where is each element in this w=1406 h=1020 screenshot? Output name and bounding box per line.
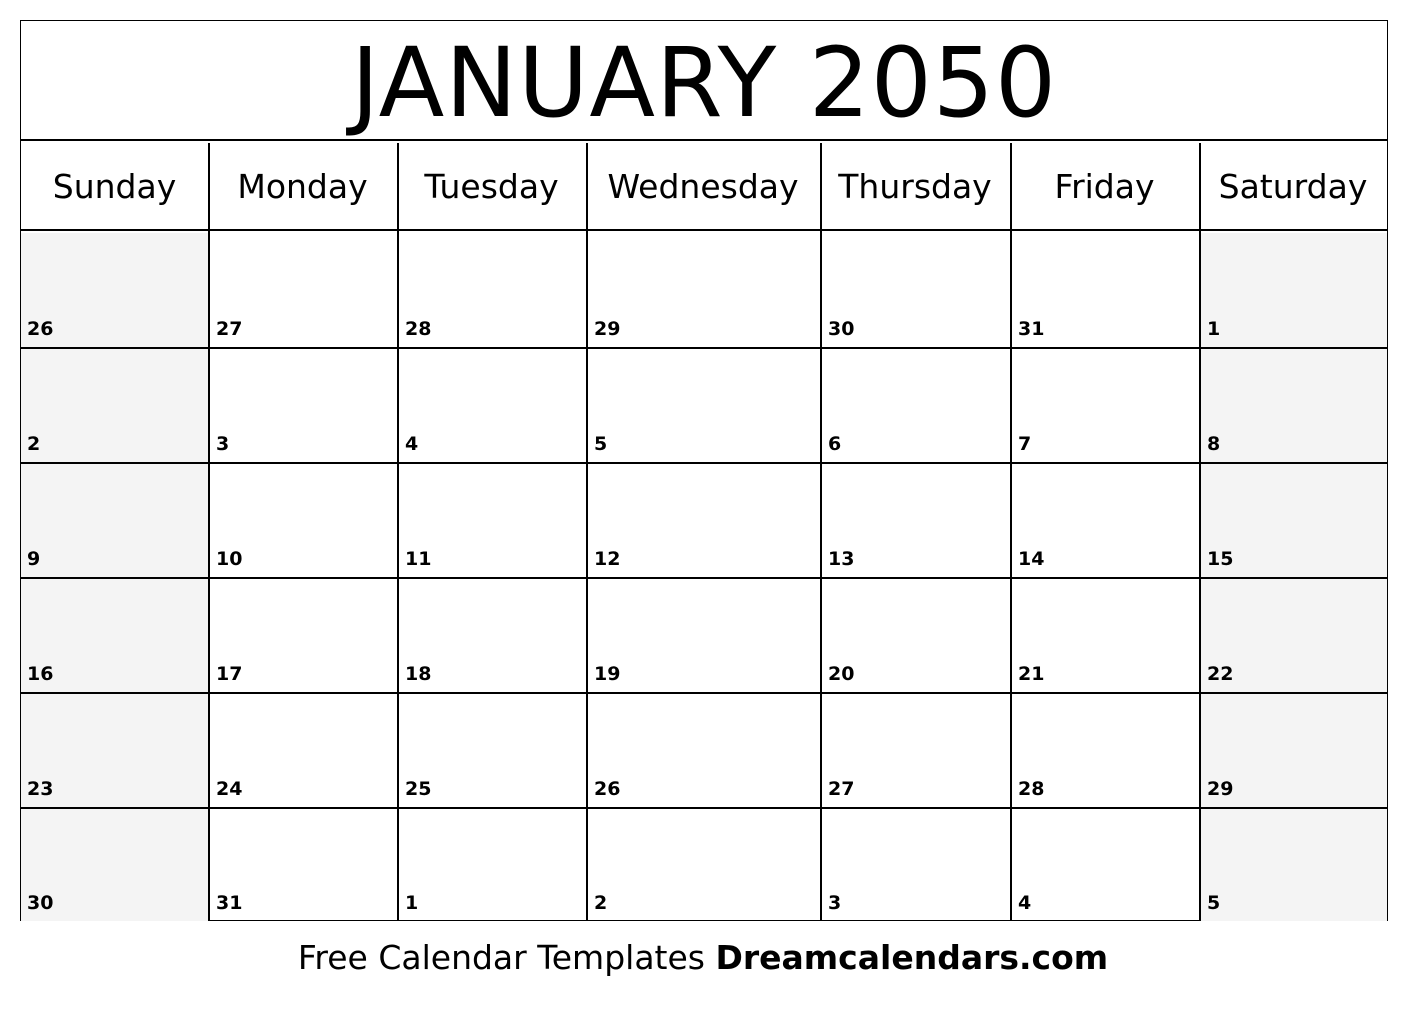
day-number: 8 bbox=[1207, 433, 1221, 455]
day-number: 22 bbox=[1207, 663, 1234, 685]
day-number: 17 bbox=[216, 663, 243, 685]
day-cell bbox=[1201, 579, 1387, 692]
day-number: 3 bbox=[216, 433, 230, 455]
weekday-label-wednesday: Wednesday bbox=[586, 143, 820, 231]
day-number: 1 bbox=[1207, 318, 1221, 340]
day-number: 23 bbox=[27, 778, 54, 800]
weekday-label-thursday: Thursday bbox=[820, 143, 1010, 231]
day-number: 29 bbox=[1207, 778, 1234, 800]
day-cell bbox=[21, 579, 208, 692]
day-cell bbox=[210, 464, 397, 577]
day-cell bbox=[399, 809, 586, 921]
day-number: 31 bbox=[216, 892, 243, 914]
day-cell bbox=[210, 233, 397, 347]
day-cell bbox=[1201, 349, 1387, 462]
day-number: 13 bbox=[828, 548, 855, 570]
weekday-label-saturday: Saturday bbox=[1199, 143, 1387, 231]
day-number: 3 bbox=[828, 892, 842, 914]
day-cell bbox=[210, 809, 397, 921]
row-divider bbox=[21, 692, 1387, 694]
day-number: 30 bbox=[828, 318, 855, 340]
weekday-label-sunday: Sunday bbox=[21, 143, 208, 231]
day-number: 5 bbox=[594, 433, 608, 455]
day-cell bbox=[21, 694, 208, 807]
day-cell bbox=[822, 349, 1010, 462]
day-cell bbox=[1201, 694, 1387, 807]
day-number: 1 bbox=[405, 892, 419, 914]
day-number: 27 bbox=[828, 778, 855, 800]
day-cell bbox=[588, 233, 820, 347]
row-divider bbox=[21, 462, 1387, 464]
footer-text: Free Calendar Templates bbox=[297, 938, 705, 977]
day-number: 16 bbox=[27, 663, 54, 685]
day-cell bbox=[1012, 809, 1199, 921]
column-divider bbox=[586, 143, 588, 921]
day-cell bbox=[21, 349, 208, 462]
calendar bbox=[20, 20, 1388, 921]
day-cell bbox=[822, 809, 1010, 921]
day-number: 25 bbox=[405, 778, 432, 800]
footer bbox=[0, 938, 1406, 977]
day-cell bbox=[21, 233, 208, 347]
day-cell bbox=[588, 694, 820, 807]
row-divider bbox=[21, 807, 1387, 809]
day-number: 21 bbox=[1018, 663, 1045, 685]
day-number: 20 bbox=[828, 663, 855, 685]
day-cell bbox=[588, 349, 820, 462]
column-divider bbox=[397, 143, 399, 921]
day-cell bbox=[822, 233, 1010, 347]
day-number: 6 bbox=[828, 433, 842, 455]
day-number: 19 bbox=[594, 663, 621, 685]
day-cell bbox=[588, 809, 820, 921]
day-number: 10 bbox=[216, 548, 243, 570]
weekday-header-row bbox=[21, 143, 1387, 233]
day-number: 7 bbox=[1018, 433, 1032, 455]
day-cell bbox=[1012, 233, 1199, 347]
day-cell bbox=[399, 579, 586, 692]
row-divider bbox=[21, 577, 1387, 579]
day-cell bbox=[21, 809, 208, 921]
day-number: 4 bbox=[1018, 892, 1032, 914]
day-number: 2 bbox=[594, 892, 608, 914]
calendar-title: JANUARY 2050 bbox=[350, 27, 1058, 139]
weekday-label-tuesday: Tuesday bbox=[397, 143, 586, 231]
day-cell bbox=[1201, 233, 1387, 347]
day-cell bbox=[1012, 349, 1199, 462]
day-cell bbox=[399, 694, 586, 807]
weekday-label-friday: Friday bbox=[1010, 143, 1199, 231]
day-number: 15 bbox=[1207, 548, 1234, 570]
day-cell bbox=[822, 579, 1010, 692]
day-number: 18 bbox=[405, 663, 432, 685]
day-number: 31 bbox=[1018, 318, 1045, 340]
day-cell bbox=[210, 579, 397, 692]
day-number: 14 bbox=[1018, 548, 1045, 570]
footer-brand[interactable]: Dreamcalendars.com bbox=[715, 938, 1109, 977]
weekday-label-monday: Monday bbox=[208, 143, 397, 231]
day-cell bbox=[399, 233, 586, 347]
row-divider bbox=[21, 347, 1387, 349]
day-number: 11 bbox=[405, 548, 432, 570]
day-number: 29 bbox=[594, 318, 621, 340]
day-number: 26 bbox=[594, 778, 621, 800]
day-number: 5 bbox=[1207, 892, 1221, 914]
day-cell bbox=[1012, 694, 1199, 807]
day-number: 24 bbox=[216, 778, 243, 800]
day-cell bbox=[1012, 464, 1199, 577]
day-number: 4 bbox=[405, 433, 419, 455]
column-divider bbox=[820, 143, 822, 921]
day-cell bbox=[588, 464, 820, 577]
day-number: 26 bbox=[27, 318, 54, 340]
day-cell bbox=[1201, 464, 1387, 577]
day-number: 28 bbox=[1018, 778, 1045, 800]
day-number: 9 bbox=[27, 548, 41, 570]
day-number: 2 bbox=[27, 433, 41, 455]
day-cell bbox=[399, 464, 586, 577]
day-cell bbox=[588, 579, 820, 692]
day-cell bbox=[210, 349, 397, 462]
day-cell bbox=[399, 349, 586, 462]
column-divider bbox=[208, 143, 210, 921]
day-cell bbox=[21, 464, 208, 577]
day-cell bbox=[1201, 809, 1387, 921]
day-number: 12 bbox=[594, 548, 621, 570]
day-cell bbox=[822, 694, 1010, 807]
day-cell bbox=[822, 464, 1010, 577]
title-bar bbox=[21, 21, 1387, 141]
column-divider bbox=[1010, 143, 1012, 921]
day-number: 27 bbox=[216, 318, 243, 340]
day-number: 28 bbox=[405, 318, 432, 340]
day-cell bbox=[1012, 579, 1199, 692]
day-number: 30 bbox=[27, 892, 54, 914]
day-cell bbox=[210, 694, 397, 807]
column-divider bbox=[1199, 143, 1201, 921]
